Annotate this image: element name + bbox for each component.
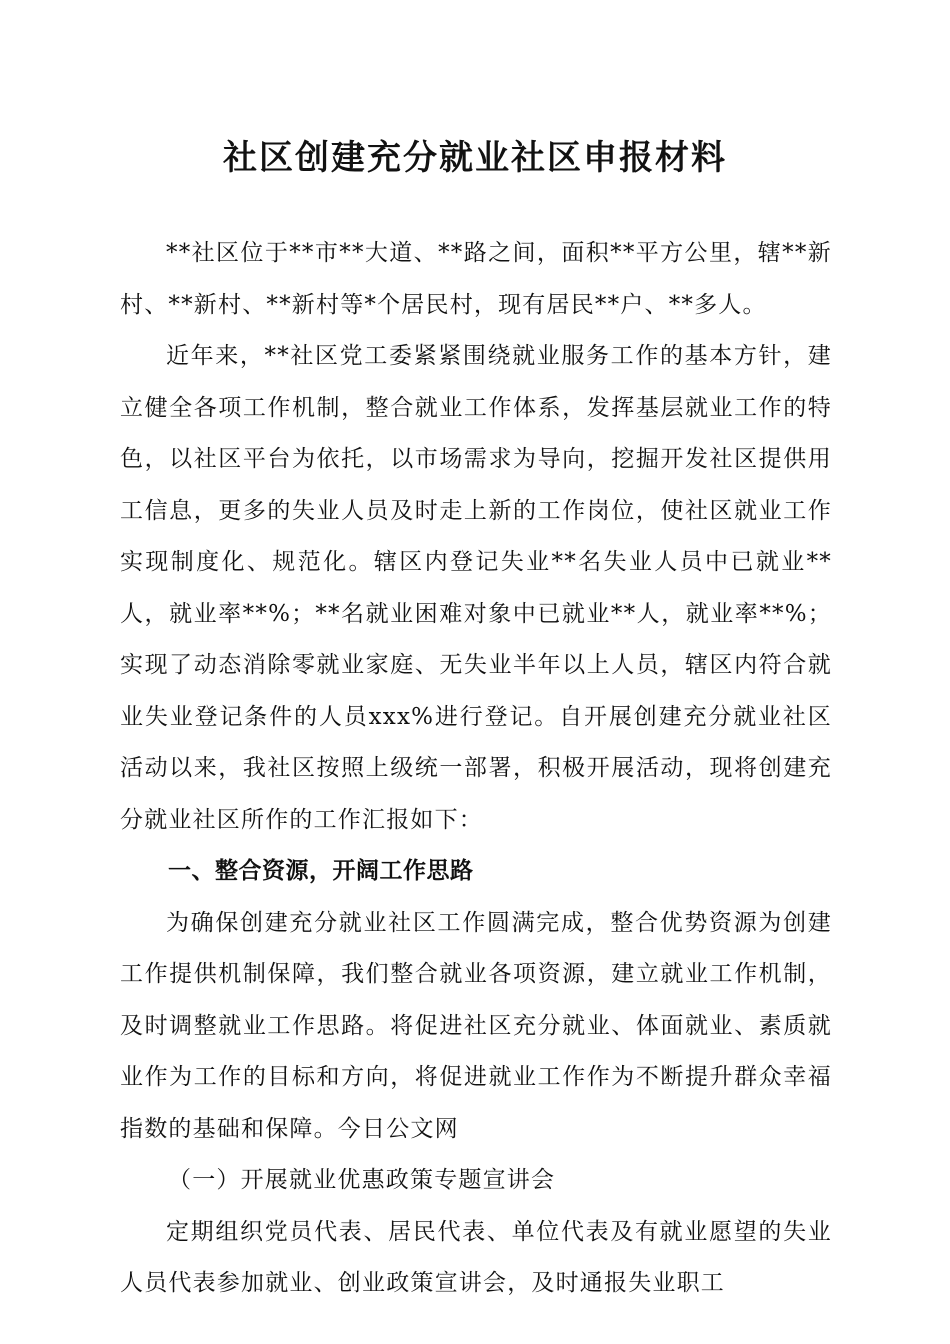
paragraph-intro: **社区位于**市**大道、**路之间，面积**平方公里，辖**新村、**新村、**新村等*个居民村，现有居民**户、**多人。	[120, 240, 832, 318]
section-1-paragraph: 为确保创建充分就业社区工作圆满完成，整合优势资源为创建工作提供机制保障，我们整合就业各项资源，建立就业工作机制，及时调整就业工作思路。将促进社区充分就业、体面就业、素质就业作为工作的目标和方向，将促进就业工作作为不断提升群众幸福指数的基础和保障。今日公文网	[120, 909, 832, 1142]
subsection-1-paragraph: 定期组织党员代表、居民代表、单位代表及有就业愿望的失业人员代表参加就业、创业政策宣讲会，及时通报失业职工	[120, 1218, 832, 1296]
document-title: 社区创建充分就业社区申报材料	[223, 138, 727, 178]
document-body	[120, 228, 832, 1310]
section-heading-1: 一、整合资源，开阔工作思路	[168, 858, 474, 884]
subsection-heading-1: （一）开展就业优惠政策专题宣讲会	[168, 1167, 556, 1193]
paragraph-overview: 近年来，**社区党工委紧紧围绕就业服务工作的基本方针，建立健全各项工作机制，整合就业工作体系，发挥基层就业工作的特色，以社区平台为依托，以市场需求为导向，挖掘开发社区提供用工信息，更多的失业人员及时走上新的工作岗位，使社区就业工作实现制度化、规范化。辖区内登记失业**名失业人员中已就业**人，就业率**%；**名就业困难对象中已就业**人，就业率**%；实现了动态消除零就业家庭、无失业半年以上人员，辖区内符合就业失业登记条件的人员xxx%进行登记。自开展创建充分就业社区活动以来，我社区按照上级统一部署，积极开展活动，现将创建充分就业社区所作的工作汇报如下：	[120, 343, 832, 833]
